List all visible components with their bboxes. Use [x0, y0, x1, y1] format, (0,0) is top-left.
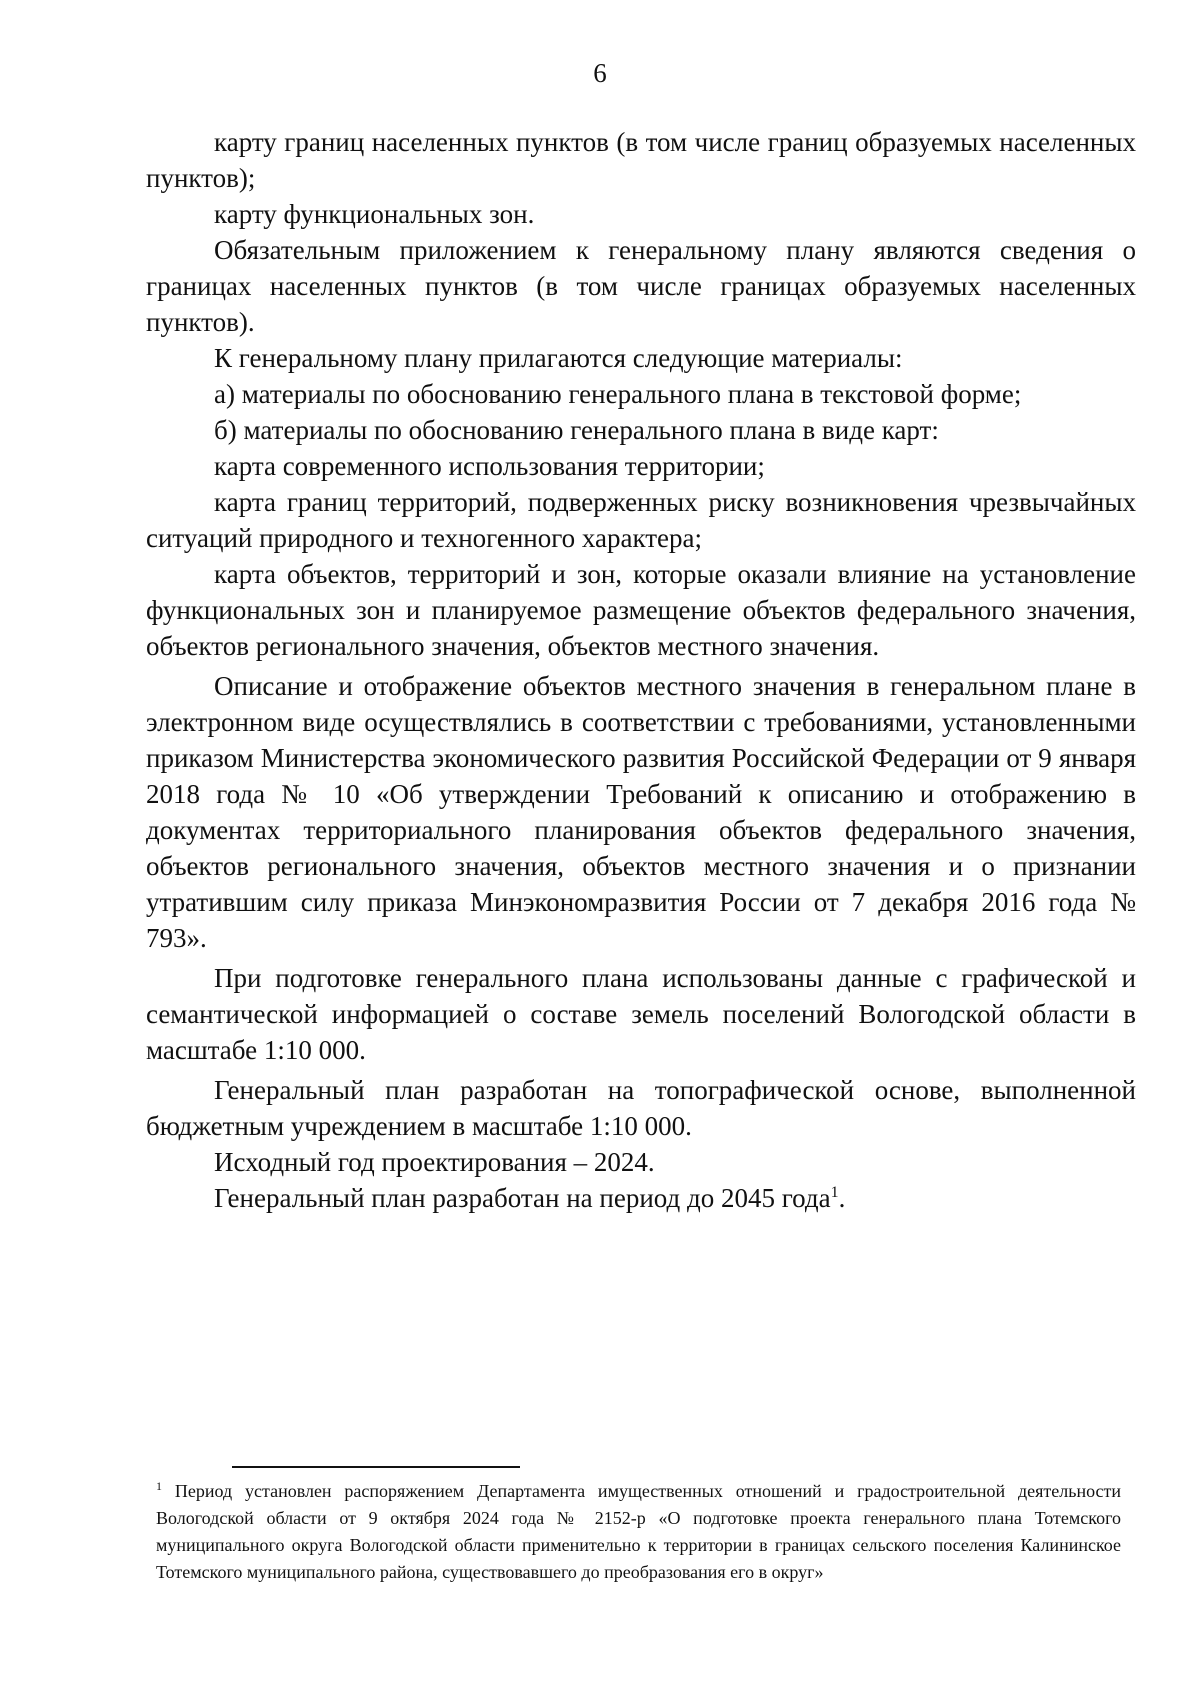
- paragraph-attached-materials: К генеральному плану прилагаются следующие материалы:: [214, 343, 903, 373]
- footnote-text: Период установлен распоряжением Департамента имущественных отношений и градостроительной деятельности Вологодской области от 9 октября 2024 года № 2152-р «О подготовке проекта генерального плана Тотемского муниципального округа Вологодской области применительно к территории в границах сельского поселения Калининское Тотемского муниципального района, существовавшего до преобразования его в округ»: [156, 1481, 1122, 1582]
- paragraph-source-data: При подготовке генерального плана использованы данные с графической и семантической информацией о составе земель поселений Вологодской области в масштабе 1:10 000.: [146, 963, 1136, 1065]
- paragraph-map-current-use: карта современного использования территории;: [214, 451, 765, 481]
- paragraph-materials-maps: б) материалы по обоснованию генерального плана в виде карт:: [214, 415, 939, 445]
- footnote-reference: 1: [830, 1184, 839, 1201]
- paragraph-map-influencing-objects: карта объектов, территорий и зон, которые оказали влияние на установление функциональных зон и планируемое размещение объектов федерального значения, объектов регионального значения, объектов местного значения.: [146, 559, 1136, 661]
- paragraph-base-year: Исходный год проектирования – 2024.: [214, 1147, 655, 1177]
- paragraph-planning-period: [146, 1180, 1136, 1216]
- paragraph-electronic-description: Описание и отображение объектов местного значения в генеральном плане в электронном виде осуществлялись в соответствии с требованиями, установленными приказом Министерства экономического развития Российской Федерации от 9 января 2018 года № 10 «Об утверждении Требований к описанию и отображению в документах территориального планирования объектов федерального значения, объектов регионального значения, объектов местного значения и о признании утратившим силу приказа Минэкономразвития России от 7 декабря 2016 года № 793».: [146, 671, 1136, 953]
- footnote: [156, 1478, 1121, 1586]
- footnote-separator: [232, 1466, 520, 1468]
- paragraph-materials-text-form: а) материалы по обоснованию генерального плана в текстовой форме;: [214, 379, 1022, 409]
- planning-period-end: .: [838, 1183, 846, 1213]
- paragraph-map-settlement-borders: карту границ населенных пунктов (в том числе границ образуемых населенных пунктов);: [146, 127, 1136, 193]
- paragraph-mandatory-appendix: Обязательным приложением к генеральному плану являются сведения о границах населенных пунктов (в том числе границах образуемых населенных пунктов).: [146, 235, 1136, 337]
- footnote-mark: 1: [156, 1479, 162, 1493]
- paragraph-map-emergency-risk: карта границ территорий, подверженных риску возникновения чрезвычайных ситуаций природного и техногенного характера;: [146, 487, 1136, 553]
- paragraph-topographic-basis: Генеральный план разработан на топографической основе, выполненной бюджетным учреждением в масштабе 1:10 000.: [146, 1075, 1136, 1141]
- body-text: [146, 124, 1136, 1216]
- paragraph-map-functional-zones: карту функциональных зон.: [214, 199, 535, 229]
- page-number: 6: [593, 58, 607, 88]
- planning-period-text: Генеральный план разработан на период до 2045 года: [214, 1183, 831, 1213]
